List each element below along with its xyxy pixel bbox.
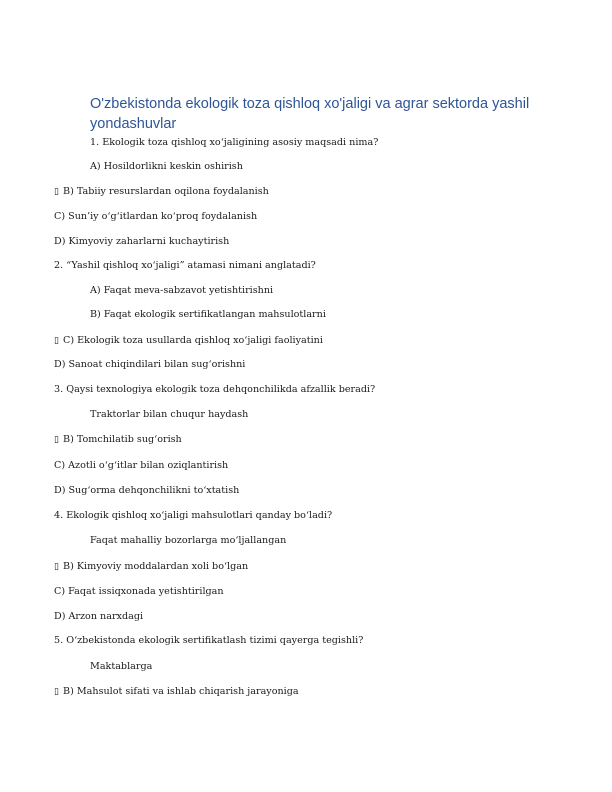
question-1-option-a: A) Hosildorlikni keskin oshirish <box>90 161 243 172</box>
option-text: C) Ekologik toza usullarda qishloq xo‘jaligi faoliyatini <box>63 335 323 346</box>
question-2-option-b: B) Faqat ekologik sertifikatlangan mahsulotlarni <box>90 309 326 320</box>
checkbox-icon: ▯ <box>54 435 59 445</box>
option-text: B) Kimyoviy moddalardan xoli bo‘lgan <box>63 561 249 572</box>
checkbox-icon: ▯ <box>54 562 59 572</box>
checkbox-icon: ▯ <box>54 187 59 197</box>
checkbox-icon: ▯ <box>54 687 59 697</box>
option-text: B) Mahsulot sifati va ishlab chiqarish jarayoniga <box>63 686 299 697</box>
question-4: 4. Ekologik qishloq xo‘jaligi mahsulotlari qanday bo‘ladi? <box>54 510 333 521</box>
question-5-option-a: Maktablarga <box>90 661 153 672</box>
option-text: B) Tomchilatib sug‘orish <box>63 434 182 445</box>
question-5: 5. O‘zbekistonda ekologik sertifikatlash tizimi qayerga tegishli? <box>54 635 364 646</box>
question-1-option-c: C) Sun’iy o‘g‘itlardan ko‘proq foydalanish <box>54 211 258 222</box>
question-4-option-c: C) Faqat issiqxonada yetishtirilgan <box>54 586 224 597</box>
question-3: 3. Qaysi texnologiya ekologik toza dehqonchilikda afzallik beradi? <box>54 384 376 395</box>
question-4-option-b <box>54 561 248 573</box>
question-3-option-c: C) Azotli o‘g‘itlar bilan oziqlantirish <box>54 460 229 471</box>
question-5-option-b <box>54 686 299 698</box>
question-2-option-c <box>54 335 323 347</box>
question-4-option-a: Faqat mahalliy bozorlarga mo‘ljallangan <box>90 535 287 546</box>
question-1-option-d: D) Kimyoviy zaharlarni kuchaytirish <box>54 236 230 247</box>
question-2-option-d: D) Sanoat chiqindilari bilan sug‘orishni <box>54 359 246 370</box>
question-2: 2. “Yashil qishloq xo‘jaligi” atamasi nimani anglatadi? <box>54 260 316 271</box>
question-2-option-a: A) Faqat meva-sabzavot yetishtirishni <box>90 285 274 296</box>
question-1-option-b <box>54 186 269 198</box>
question-4-option-d: D) Arzon narxdagi <box>54 611 144 622</box>
question-3-option-b <box>54 434 182 446</box>
question-1: 1. Ekologik toza qishloq xo‘jaligining asosiy maqsadi nima? <box>90 137 379 148</box>
question-3-option-a: Traktorlar bilan chuqur haydash <box>90 409 249 420</box>
option-text: B) Tabiiy resurslardan oqilona foydalanish <box>63 186 269 197</box>
checkbox-icon: ▯ <box>54 336 59 346</box>
question-3-option-d: D) Sug‘orma dehqonchilikni to‘xtatish <box>54 485 240 496</box>
document-title: O'zbekistonda ekologik toza qishloq xo'jaligi va agrar sektorda yashil yondashuvlar <box>90 96 530 132</box>
